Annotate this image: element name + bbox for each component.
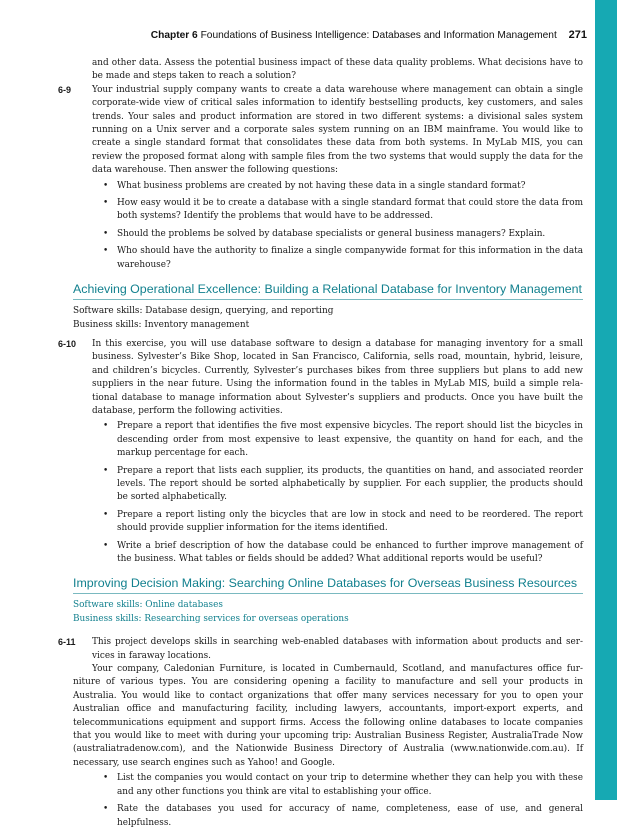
page-number: 271 [568,29,587,41]
list-item: • Should the problems be solved by database specialists or general business managers? Explain. [73,228,583,241]
bullet-icon: • [103,804,109,815]
page-body [58,57,583,834]
bullet-icon: • [103,180,109,191]
running-header [151,29,587,41]
bullet-icon: • [103,246,109,257]
bullet-icon: • [103,465,109,476]
problem-number: 6-9 [58,84,72,95]
problem-6-10 [58,338,583,418]
problem-text: In this exercise, you will use database software to design a database for managing inventory for a small business. Sylvester’s Bike Shop, located in San Francisco, California, sells road, mountain, hybrid, leisure, and children’s bicycles. Currently, Sylvester’s purchases bikes from three suppliers but plans to add new suppliers in the near future. Using the information found in the tables in MyLab MIS, build a simple rela-tional database to manage information about Sylvester’s suppliers and products. Once you have built the database, perform the following activities. [92,338,583,416]
problem-6-9-questions [73,180,583,272]
bullet-icon: • [103,540,109,551]
list-item: • Prepare a report that lists each supplier, its products, the quantities on hand, and associated reorder levels. The report should be sorted alphabetically by supplier. For each supplier, the products should be sorted alphabetically. [103,465,583,503]
list-item: • Who should have the authority to finalize a single companywide format for this information in the data warehouse? [103,246,583,270]
section-heading-decision-making: Improving Decision Making: Searching Online Databases for Overseas Business Resources [73,576,583,594]
list-item: • How easy would it be to create a database with a single standard format that could store the data from both systems? Identify the problems that would have to be addressed. [103,198,583,222]
list-item: • List the companies you would contact on your trip to determine whether they can help you with these and any other functions you think are vital to establishing your office. [103,773,583,797]
bullet-icon: • [103,773,109,784]
list-item: • Rate the databases you used for accuracy of name, completeness, ease of use, and general helpfulness. [103,804,583,828]
bullet-icon: • [103,228,109,239]
problem-6-11-tasks [73,772,583,830]
bullet-icon: • [103,421,109,432]
bullet-icon: • [103,198,109,209]
list-item: • Prepare a report that identifies the five most expensive bicycles. The report should list the bicycles in descending order from most expensive to least expensive, the quantity on hand for each, and the markup percentage for each. [103,421,583,459]
software-skills: Software skills: Online databases [73,600,223,611]
business-skills: Business skills: Researching services for overseas operations [73,613,349,624]
problem-number: 6-11 [58,637,76,648]
list-item: • Prepare a report listing only the bicycles that are low in stock and need to be reordered. The report should provide supplier information for the items identified. [103,509,583,534]
software-skills: Software skills: Database design, querying, and reporting [73,306,334,317]
intro-text: and other data. Assess the potential business impact of these data quality problems. What decisions have to be made and steps taken to reach a solution? [92,58,583,82]
intro-continuation [73,57,583,84]
chapter-title: Foundations of Business Intelligence: Databases and Information Management [200,30,557,41]
problem-6-11-paragraph: Your company, Caledonian Furniture, is located in Cumbernauld, Scotland, and manufactures office fur-niture of various types. You are considering opening a facility to manufacture and sell your products in Australia. You would like to contact organizations that offer many services necessary for you to open your Australian office and manufacturing facility, including lawyers, accountants, import-export experts, and telecommunications equipment and support firms. Access the following online databases to locate companies that you would like to meet with during your upcoming trip: Australian Business Register, AustraliaTrade Now (australiatradenow.com), and the Nationwide Business Directory of Australia (www.nationwide.com.au). If necessary, use search engines such as Yahoo! and Google. [73,664,583,768]
problem-text: This project develops skills in searching web-enabled databases with information about products and ser-vices in faraway locations. [92,637,583,661]
problem-6-11 [58,636,583,663]
problem-number: 6-10 [58,338,77,349]
section-heading-operational-excellence: Achieving Operational Excellence: Building a Relational Database for Inventory Management [73,282,583,300]
problem-text: Your industrial supply company wants to create a data warehouse where management can obtain a single corporate-wide view of critical sales information to identify bestselling products, key customers, and sales trends. Your sales and product information are stored in two different systems: a divisional sales system running on a Unix server and a corporate sales system running on an IBM mainframe. You would like to create a single standard format that consolidates these data from both systems. In MyLab MIS, you can review the proposed format along with sample files from the two systems that would supply the data for the data warehouse. Then answer the following questions: [92,84,583,176]
problem-6-9 [58,84,583,178]
list-item: • What business problems are created by not having these data in a single standard format? [73,180,583,193]
chapter-label: Chapter 6 [150,30,198,41]
list-item: • Write a brief description of how the database could be enhanced to further improve management of the business. What tables or fields should be added? What additional reports would be useful? [103,540,583,564]
business-skills: Business skills: Inventory management [73,319,250,330]
bullet-icon: • [103,509,109,520]
teal-edge-bar [595,0,617,800]
problem-6-10-tasks [73,420,583,566]
